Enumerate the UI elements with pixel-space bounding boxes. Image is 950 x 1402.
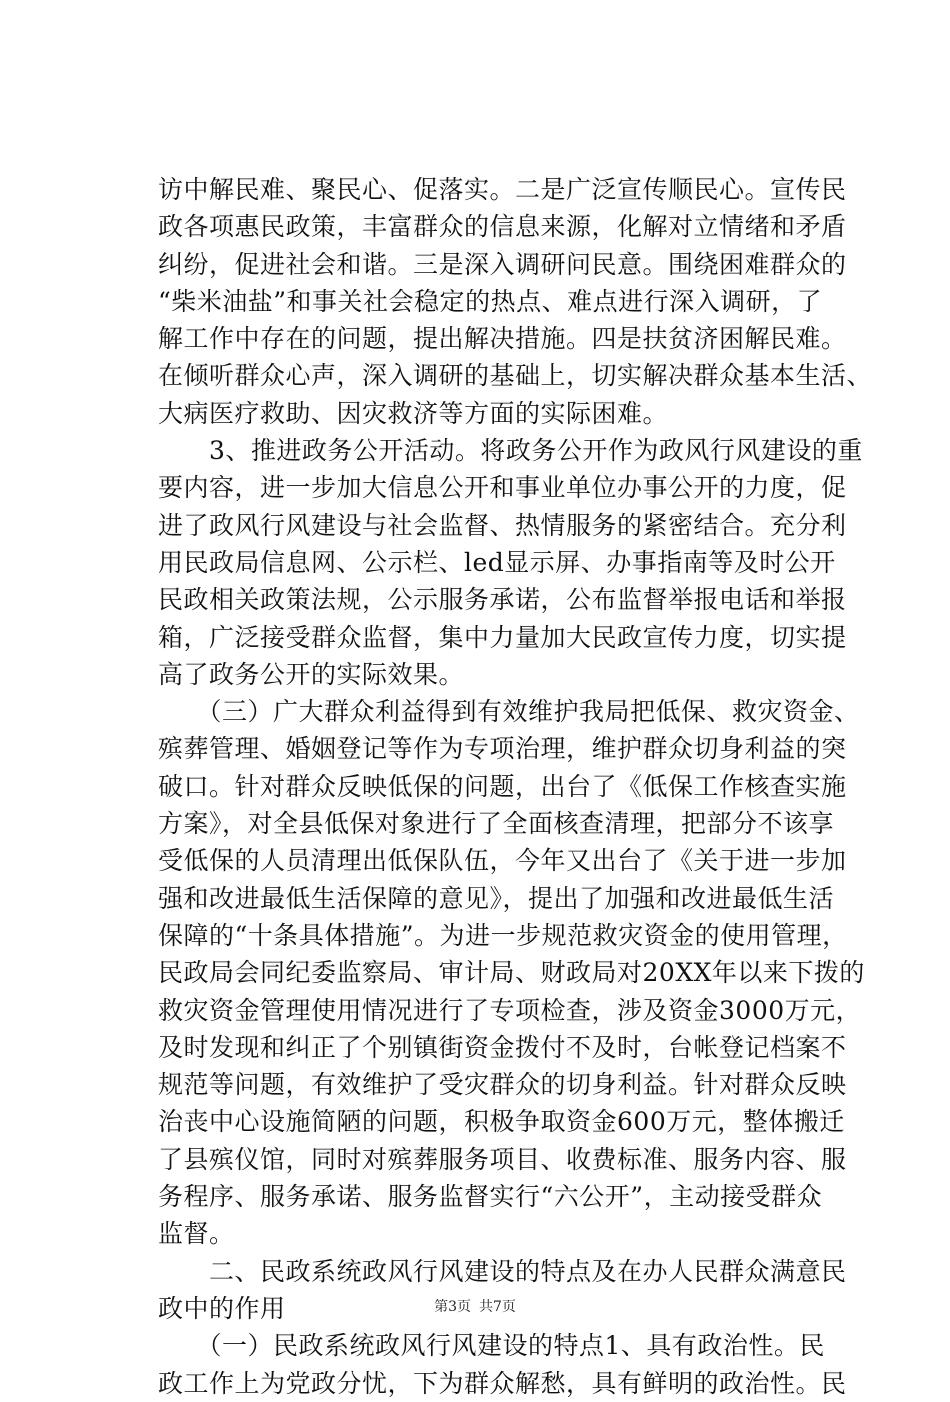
text-line: 务程序、服务承诺、服务监督实行“六公开”，主动接受群众: [158, 1182, 823, 1212]
text-line: 民政局会同纪委监察局、审计局、财政局对20XX年以来下拨的: [158, 958, 865, 988]
text-line: 大病医疗救助、因灾救济等方面的实际困难。: [158, 398, 669, 428]
text-line: 进了政风行风建设与社会监督、热情服务的紧密结合。充分利: [158, 510, 847, 540]
text-line: 高了政务公开的实际效果。: [158, 659, 465, 689]
document-body: [158, 171, 873, 1402]
text-line: 二、民政系统政风行风建设的特点及在办人民群众满意民: [158, 1256, 847, 1286]
text-line: 监督。: [158, 1219, 235, 1249]
page-footer: [0, 1298, 950, 1316]
text-line: （三）广大群众利益得到有效维护我局把低保、救灾资金、: [158, 697, 860, 727]
text-line: 用民政局信息网、公示栏、led显示屏、办事指南等及时公开: [158, 547, 836, 577]
text-line: 政各项惠民政策，丰富群众的信息来源，化解对立情绪和矛盾: [158, 212, 847, 242]
text-line: 政中的作用: [158, 1293, 286, 1323]
text-line: 纠纷，促进社会和谐。三是深入调研问民意。围绕困难群众的: [158, 249, 847, 279]
text-line: 在倾听群众心声，深入调研的基础上，切实解决群众基本生活、: [158, 361, 873, 391]
text-line: 保障的“十条具体措施”。为进一步规范救灾资金的使用管理，: [158, 920, 848, 950]
text-line: 访中解民难、聚民心、促落实。二是广泛宣传顺民心。宣传民: [158, 175, 847, 204]
text-line: 要内容，进一步加大信息公开和事业单位办事公开的力度，促: [158, 473, 847, 503]
page-total: 共7页: [479, 1299, 516, 1315]
text-line: （一）民政系统政风行风建设的特点1、具有政治性。民: [158, 1331, 825, 1361]
text-line: 受低保的人员清理出低保队伍，今年又出台了《关于进一步加: [158, 846, 847, 876]
text-line: 政工作上为党政分忧，下为群众解愁，具有鲜明的政治性。民: [158, 1368, 847, 1398]
text-line: 了县殡仪馆，同时对殡葬服务项目、收费标准、服务内容、服: [158, 1144, 847, 1174]
text-line: 治丧中心设施简陋的问题，积极争取资金600万元，整体搬迁: [158, 1107, 845, 1137]
text-line: 规范等问题，有效维护了受灾群众的切身利益。针对群众反映: [158, 1070, 847, 1100]
text-line: 破口。针对群众反映低保的问题，出台了《低保工作核查实施: [158, 771, 847, 801]
text-line: 救灾资金管理使用情况进行了专项检查，涉及资金3000万元，: [158, 995, 862, 1025]
text-line: 殡葬管理、婚姻登记等作为专项治理，维护群众切身利益的突: [158, 734, 847, 764]
text-line: 强和改进最低生活保障的意见》，提出了加强和改进最低生活: [158, 883, 835, 913]
text-line: 方案》，对全县低保对象进行了全面核查清理，把部分不该享: [158, 809, 835, 839]
text-line: 民政相关政策法规，公示服务承诺，公布监督举报电话和举报: [158, 585, 847, 615]
text-line: 解工作中存在的问题，提出解决措施。四是扶贫济困解民难。: [158, 324, 847, 354]
text-line: “柴米油盐”和事关社会稳定的热点、难点进行深入调研，了: [158, 286, 823, 316]
text-line: 3、推进政务公开活动。将政务公开作为政风行风建设的重: [158, 436, 863, 466]
text-line: 箱，广泛接受群众监督，集中力量加大民政宣传力度，切实提: [158, 622, 847, 652]
page-number: 第3页: [434, 1299, 471, 1315]
text-line: 及时发现和纠正了个别镇街资金拨付不及时，台帐登记档案不: [158, 1032, 847, 1062]
